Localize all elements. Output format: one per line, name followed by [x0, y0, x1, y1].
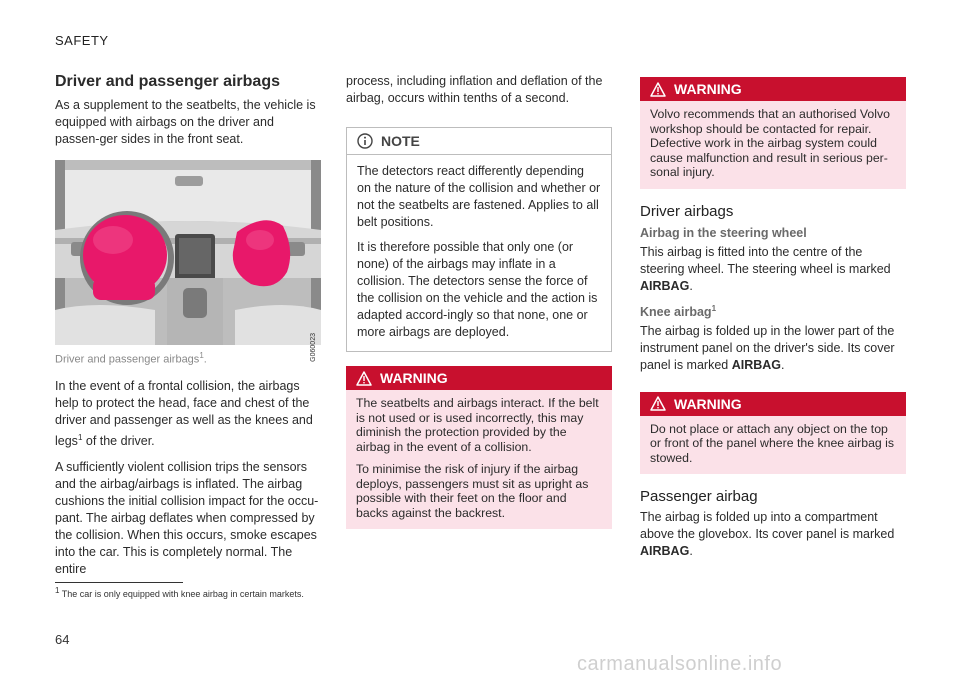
caption-tail: . [203, 353, 207, 366]
warning-paragraph-1: The seatbelts and airbags interact. If the belt is not used or is used incorrectly, this may diminish the protection provided by the airbag in the event of a collision. [356, 396, 599, 454]
warning-box-knee [640, 392, 906, 475]
note-header [347, 128, 611, 155]
airbag-marking: AIRBAG [731, 357, 782, 372]
warning-title: WARNING [380, 370, 448, 386]
figure-code: G060023 [310, 333, 317, 362]
paragraph-text: . [781, 357, 785, 372]
knee-airbag-shape [93, 278, 155, 300]
paragraph-protection [55, 378, 321, 450]
paragraph-text: . [689, 278, 693, 293]
note-box [346, 127, 612, 352]
paragraph-text: The airbag is folded up into a compartment above the glovebox. Its cover panel is marked [640, 510, 895, 542]
paragraph-text: of the driver. [82, 433, 155, 448]
page-number: 64 [55, 632, 70, 647]
footnote-text: The car is only equipped with knee airbag in certain markets. [59, 589, 304, 599]
column-2 [346, 73, 612, 543]
warning-paragraph-2: To minimise the risk of injury if the airbag deploys, passengers must sit as upright as possible with their feet on the floor and backs against the backrest. [356, 462, 589, 520]
column-3 [640, 77, 906, 569]
warning-header [640, 77, 906, 101]
car-interior-drawing [55, 160, 321, 345]
footnote-ref: 1 [711, 303, 717, 313]
warning-title: WARNING [674, 81, 742, 97]
paragraph-text: This airbag is fitted into the centre of the steering wheel. The steering wheel is marked [640, 244, 891, 276]
knee-airbag-paragraph [640, 323, 906, 374]
warning-triangle-icon [650, 396, 666, 411]
paragraph-collision: A sufficiently violent collision trips the sensors and the airbag/airbags is inflated. The airbag cushions the initial collision impact for the occu-pant. The airbag deflates when compressed by the collision. When this occurs, smoke escapes into the car. This is completely normal. The entire [55, 459, 319, 576]
intro-paragraph: As a supplement to the seatbelts, the vehicle is equipped with airbags on the driver and passen-ger sides in the front seat. [55, 98, 316, 146]
paragraph-text: In the event of a frontal collision, the airbags help to protect the head, face and chest of the driver and passenger as well as the knees and legs [55, 378, 313, 448]
column-1 [55, 73, 321, 587]
footnote [55, 586, 304, 599]
warning-box-belts [346, 366, 612, 529]
steering-wheel-paragraph [640, 244, 906, 295]
caption-text: Driver and passenger airbags [55, 353, 200, 366]
figure-caption [55, 351, 321, 366]
footnote-ref: 1 [77, 432, 83, 442]
warning-triangle-icon [650, 82, 666, 97]
site-watermark: carmanualsonline.info [577, 653, 783, 675]
warning-header [640, 392, 906, 416]
passenger-airbag-heading: Passenger airbag [640, 488, 758, 506]
footnote-number: 1 [55, 586, 60, 595]
passenger-airbag-paragraph [640, 509, 906, 560]
warning-triangle-icon [356, 371, 372, 386]
warning-paragraph: Do not place or attach any object on the top or front of the panel where the knee airbag is stowed. [650, 421, 895, 465]
steering-wheel-airbag-heading: Airbag in the steering wheel [640, 225, 807, 240]
paragraph-text: . [689, 544, 693, 559]
note-paragraph-2: It is therefore possible that only one (or none) of the airbags may inflate in a collision. The detectors sense the force of the collision on the vehicle and the action is adapted accord-ingly so that none, one or more airbags are deployed. [357, 240, 598, 339]
section-header: SAFETY [55, 33, 109, 48]
heading-text: Knee airbag [640, 304, 712, 319]
airbag-marking: AIRBAG [640, 278, 690, 293]
section-title: Driver and passenger airbags [55, 73, 280, 90]
airbag-marking: AIRBAG [640, 544, 690, 559]
warning-paragraph: Volvo recommends that an authorised Volvo workshop should be contacted for repair. Defective work in the airbag system could cause malfunction and result in serious per-sonal injury. [650, 107, 890, 179]
warning-title: WARNING [674, 395, 742, 412]
paragraph-continued: process, including inflation and deflation of the airbag, occurs within tenths of a second. [346, 74, 603, 105]
caption-footnote-ref: 1 [199, 351, 204, 360]
driver-airbags-heading: Driver airbags [640, 202, 734, 220]
warning-header [346, 366, 612, 390]
note-paragraph-1: The detectors react differently depending on the nature of the collision and whether or not the seatbelts are fastened. Applies to all belt positions. [357, 164, 601, 229]
paragraph-text: The airbag is folded up in the lower part of the instrument panel on the driver's side. Its cover panel is marked [640, 323, 895, 372]
footnote-divider [55, 582, 183, 583]
info-icon [357, 133, 373, 149]
note-title: NOTE [381, 133, 420, 149]
knee-airbag-heading [640, 304, 906, 319]
warning-box-workshop [640, 77, 906, 189]
